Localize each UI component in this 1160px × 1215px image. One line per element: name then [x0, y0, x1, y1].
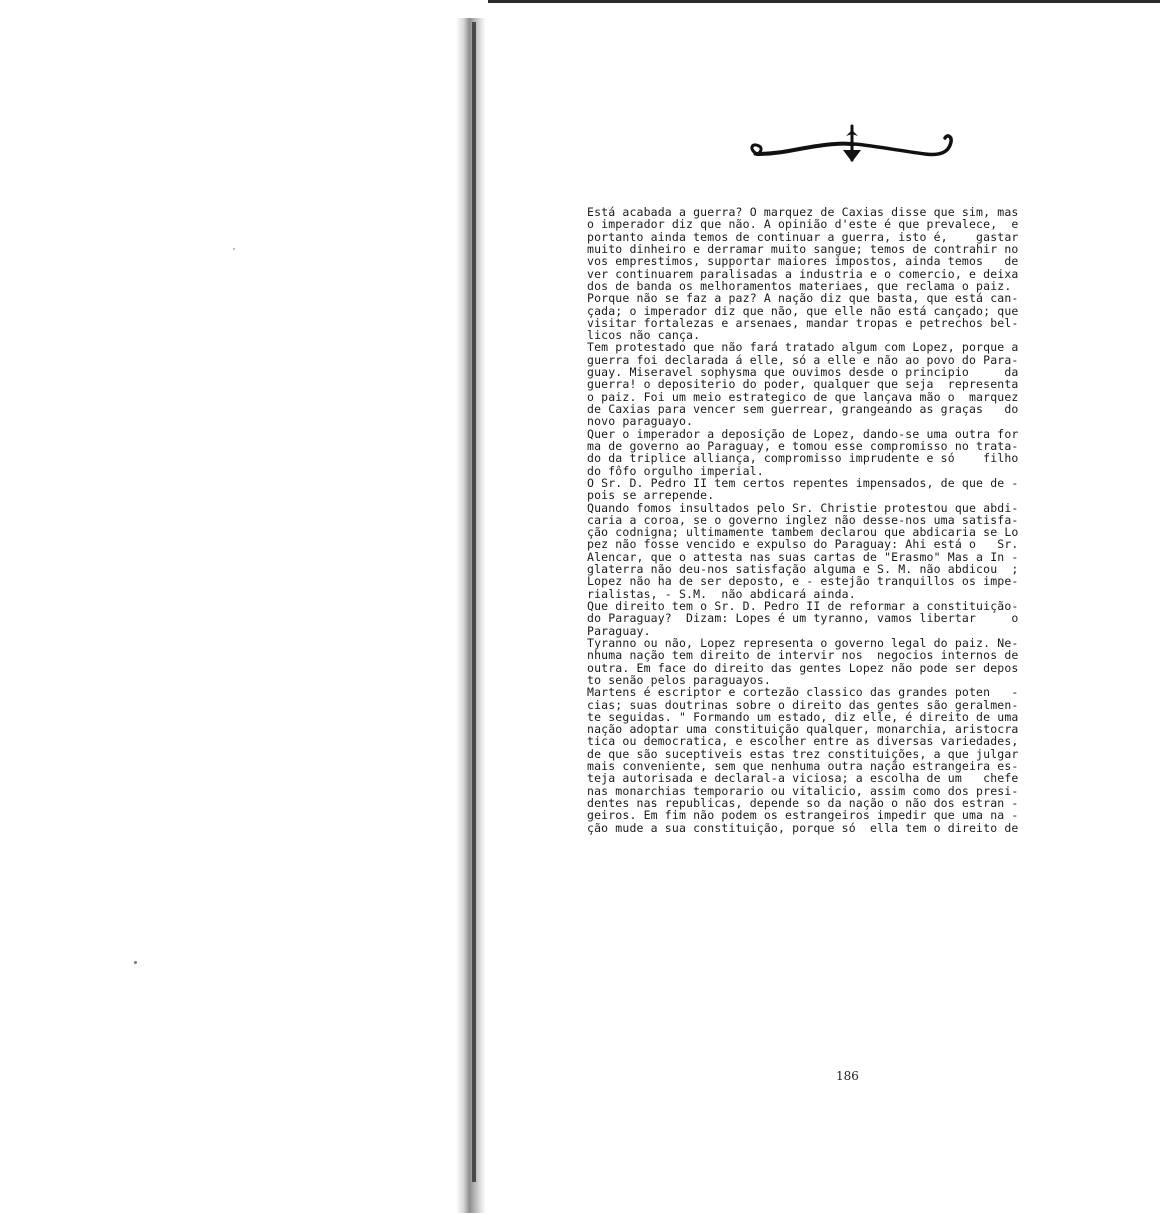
text-line: Paraguay.: [587, 623, 651, 638]
text-line: Tem protestado que não fará tratado algum com Lopez, porque a: [587, 340, 1019, 355]
flourish-ornament-icon: [745, 120, 957, 168]
text-line: ção codnigna; ultimamente tambem declarou que abdicaria se Lo: [587, 525, 1019, 540]
gutter-shadow-line: [472, 22, 476, 1182]
text-line: guerra foi declarada á elle, só a elle e não ao povo do Para-: [587, 352, 1019, 367]
paper-speck: [134, 961, 137, 964]
text-line: glaterra não deu-nos satisfação alguma e S. M. não abdicou ;: [587, 562, 1019, 577]
text-line: pez não fosse vencido e expulso do Paraguay: Ahi está o Sr.: [587, 537, 1019, 552]
text-line: do fôfo orgulho imperial.: [587, 463, 764, 478]
text-line: de Caxias para vencer sem guerrear, grangeando as graças do: [587, 402, 1019, 416]
text-line: novo paraguayo.: [587, 414, 694, 429]
text-line: Martens é escriptor e cortezão classico das grandes poten -: [587, 685, 1019, 700]
text-line: Está acabada a guerra? O marquez de Caxias disse que sim, mas: [587, 205, 1019, 219]
text-line: tica ou democratica, e escolher entre as diversas variedades,: [587, 734, 1019, 749]
page-text: [587, 206, 1127, 834]
paper-speck: [233, 248, 235, 250]
text-line: muito dinheiro e derramar muito sangue; temos de contrahir no: [587, 241, 1019, 256]
text-line: pois se arrepende.: [587, 488, 715, 503]
text-line: ção mude a sua constituição, porque só ella tem o direito de: [587, 820, 1019, 835]
page-number: 186: [836, 1069, 859, 1083]
text-line: visitar fortalezas e arsenaes, mandar tropas e petrechos bel-: [587, 315, 1019, 330]
text-line: dentes nas republicas, depende so da nação o não dos estran -: [587, 796, 1019, 810]
text-line: dos de banda os melhoramentos materiaes, que reclama o paiz.: [587, 278, 1012, 293]
text-line: O Sr. D. Pedro II tem certos repentes impensados, de que de -: [587, 475, 1019, 490]
book-gutter: [456, 18, 486, 1213]
text-line: cias; suas doutrinas sobre o direito das gentes são geralmen-: [587, 697, 1019, 712]
text-line: outra. Em face do direito das gentes Lopez não pode ser depos: [587, 660, 1019, 675]
text-line: mais conveniente, sem que nenhuma outra nação estrangeira es-: [587, 759, 1019, 774]
text-line: nação adoptar uma constituição qualquer, monarchia, aristocra: [587, 722, 1019, 737]
text-line: Quando fomos insultados pelo Sr. Christie protestou que abdi-: [587, 500, 1019, 515]
text-line: guerra! o depositerio do poder, qualquer que seja representa: [587, 377, 1019, 392]
text-line: de que são suceptiveis estas trez constituições, a que julgar: [587, 746, 1019, 761]
text-line: licos não cança.: [587, 328, 701, 343]
text-line: do Paraguay? Dizam: Lopes é um tyranno, vamos libertar o: [587, 611, 1019, 626]
text-line: to senão pelos paraguayos.: [587, 672, 771, 687]
text-line: çada; o imperador diz que não, que elle não está cançado; que: [587, 303, 1019, 318]
text-line: teja autorisada e declaral-a viciosa; a escolha de um chefe: [587, 771, 1019, 786]
text-line: Quer o imperador a deposição de Lopez, dando-se uma outra for: [587, 426, 1019, 441]
text-line: Alencar, que o attesta nas suas cartas de "Erasmo" Mas a In -: [587, 549, 1019, 564]
text-line: Porque não se faz a paz? A nação diz que basta, que está can-: [587, 291, 1019, 306]
text-line: geiros. Em fim não podem os estrangeiros impedir que uma na -: [587, 808, 1019, 823]
text-line: Tyranno ou não, Lopez representa o governo legal do paiz. Ne-: [587, 635, 1019, 650]
text-line: te seguidas. " Formando um estado, diz elle, é direito de uma: [587, 709, 1019, 724]
text-line: portanto ainda temos de continuar a guerra, isto é, gastar: [587, 229, 1019, 244]
text-line: ma de governo ao Paraguay, e tomou esse compromisso no trata-: [587, 438, 1019, 453]
text-line: caria a coroa, se o governo inglez não desse-nos uma satisfa-: [587, 512, 1019, 527]
text-line: guay. Miseravel sophysma que ouvimos desde o principio da: [587, 365, 1019, 380]
text-line: vos emprestimos, supportar maiores impostos, ainda temos de: [587, 254, 1019, 269]
text-line: do da triplice alliança, compromisso imprudente e só filho: [587, 451, 1019, 466]
text-line: Que direito tem o Sr. D. Pedro II de reformar a constituição-: [587, 599, 1019, 613]
text-line: nas monarchias temporario ou vitalicio, assim como dos presi-: [587, 783, 1019, 798]
text-line: rialistas, - S.M. não abdicará ainda.: [587, 586, 856, 601]
text-line: nhuma nação tem direito de intervir nos negocios internos de: [587, 648, 1019, 663]
text-line: Lopez não ha de ser deposto, e - estejão tranquillos os impe-: [587, 574, 1019, 589]
text-line: ver continuarem paralisadas a industria e o comercio, e deixa: [587, 266, 1019, 281]
text-line: o paiz. Foi um meio estrategico de que lançava mão o marquez: [587, 389, 1019, 404]
top-edge-rule: [488, 0, 1160, 3]
text-line: o imperador diz que não. A opinião d'este é que prevalece, e: [587, 217, 1019, 232]
